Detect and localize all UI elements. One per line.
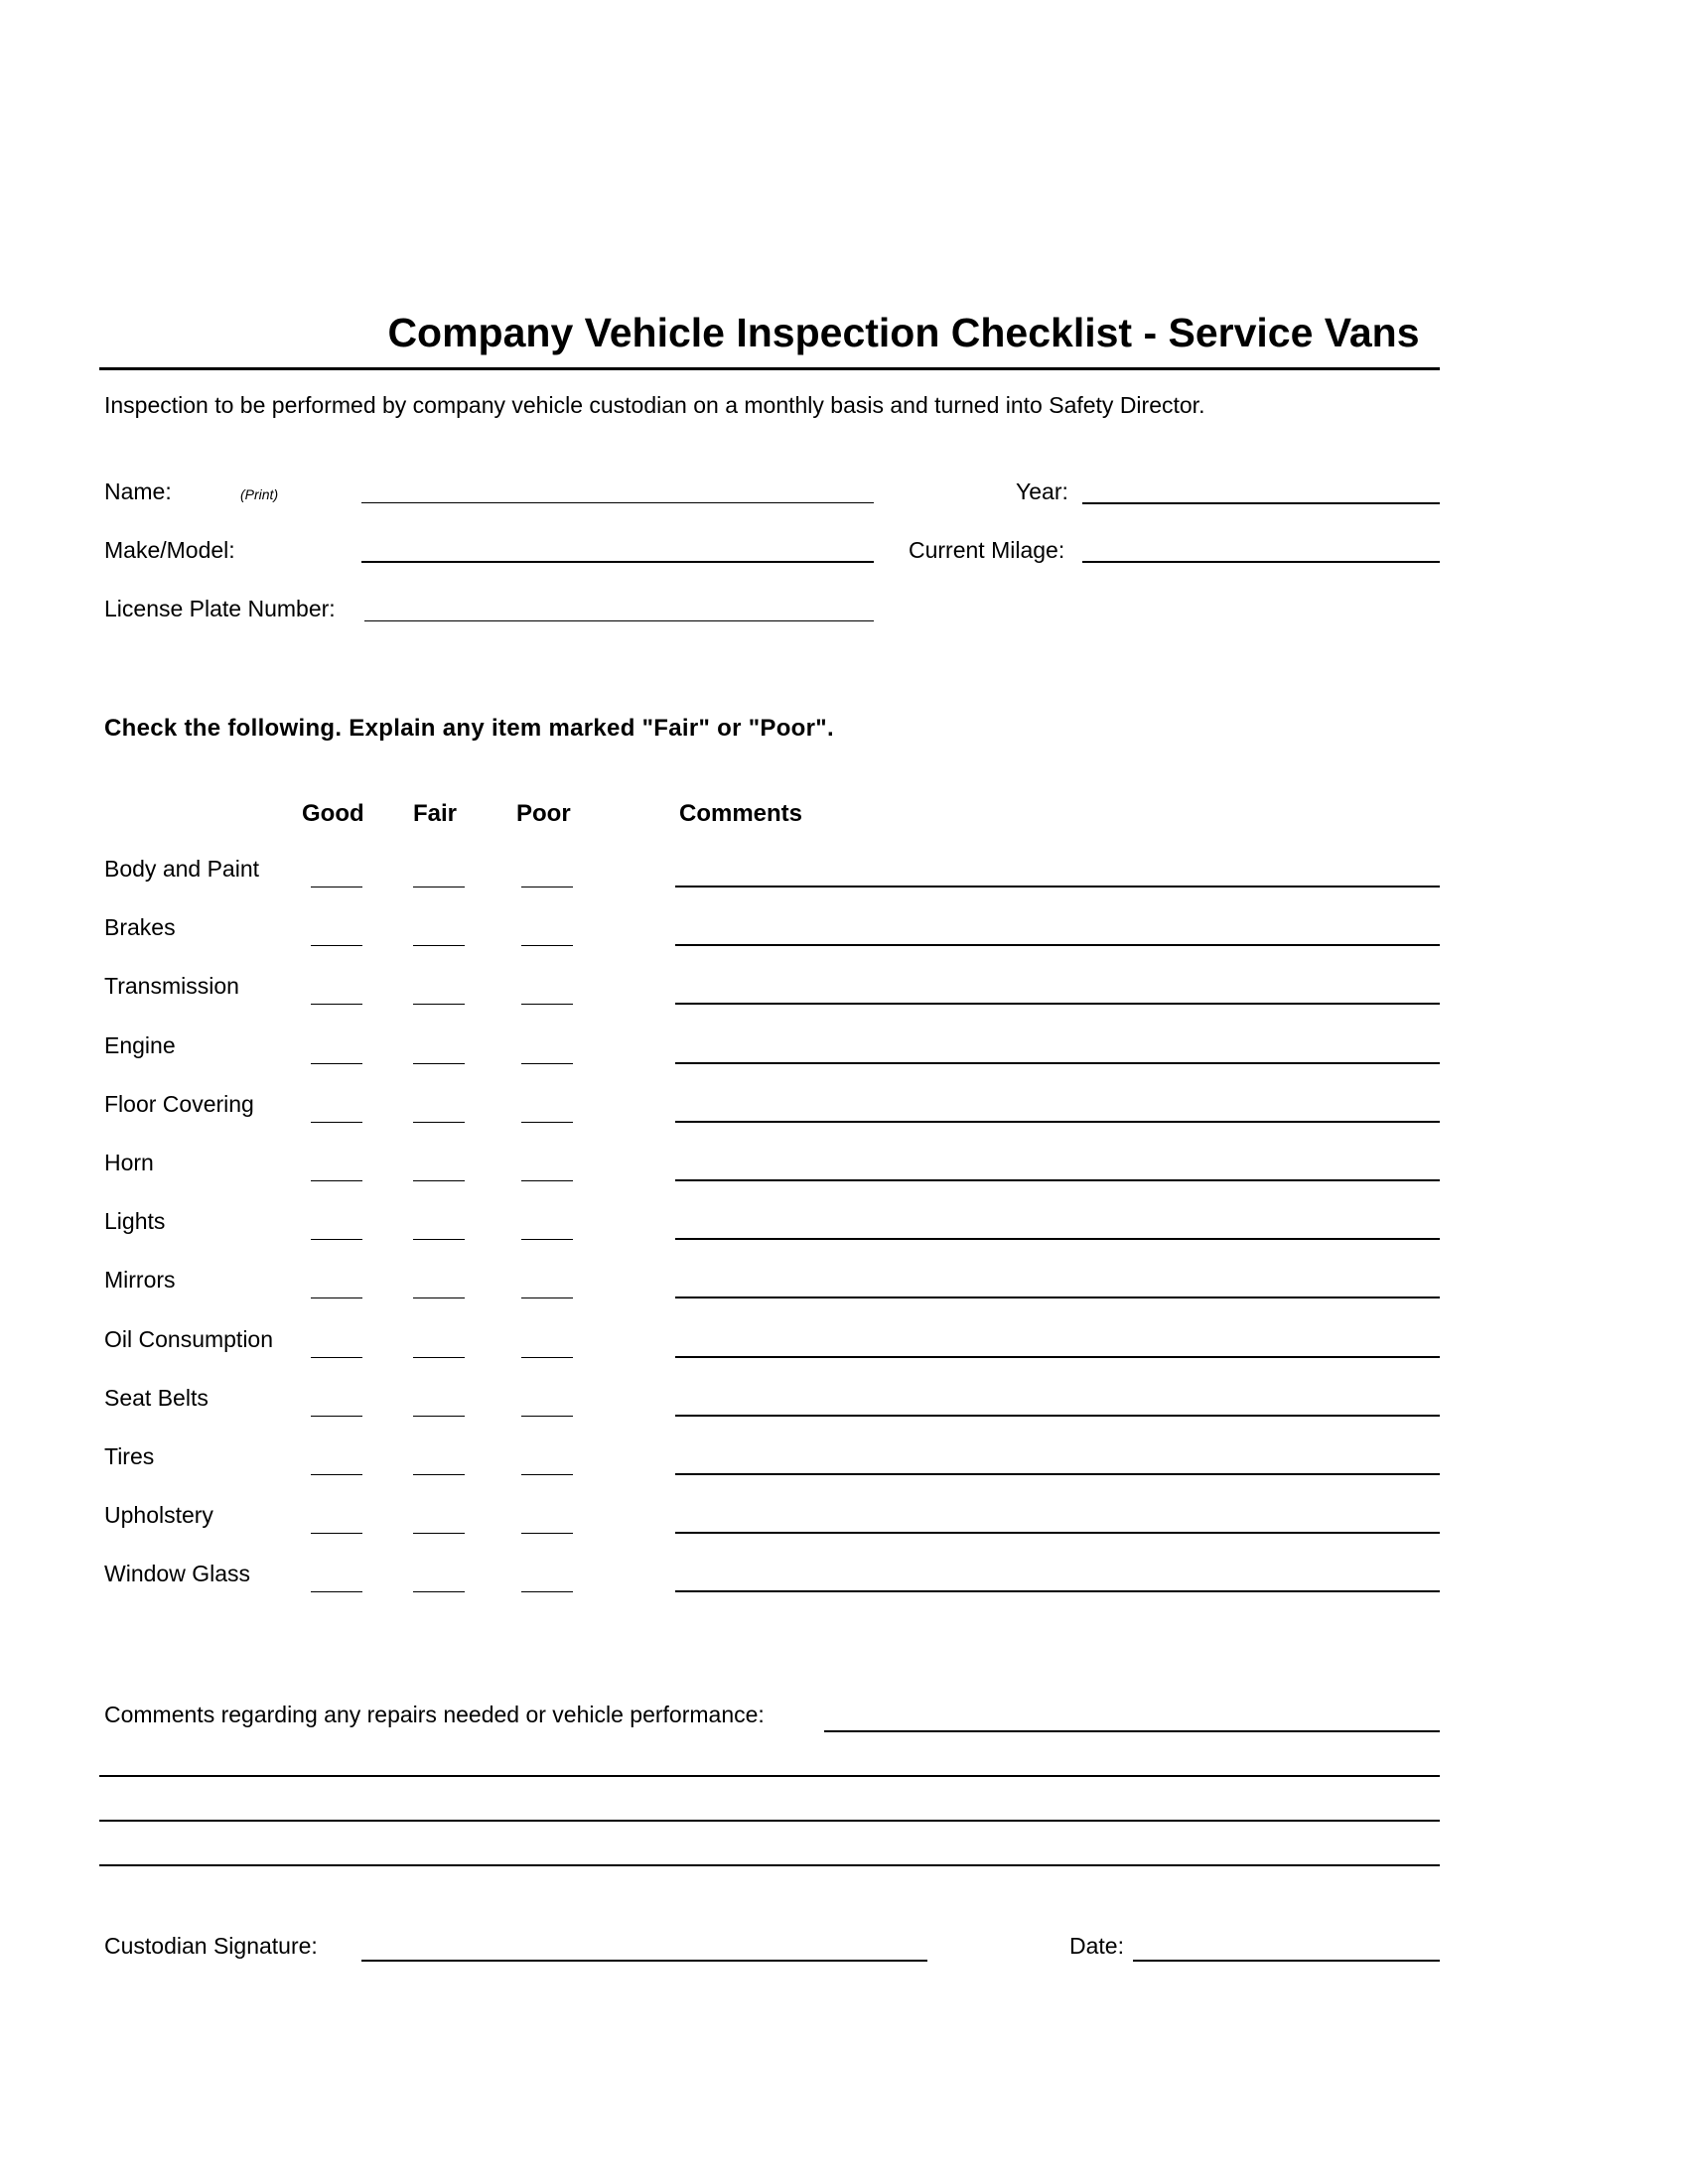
good-mark-field[interactable] [311,1180,362,1181]
poor-mark-field[interactable] [521,1474,573,1475]
good-mark-field[interactable] [311,1004,362,1005]
item-comment-field[interactable] [675,1062,1440,1064]
good-mark-field[interactable] [311,1533,362,1534]
checklist-instructions: Check the following. Explain any item marked "Fair" or "Poor". [104,715,834,742]
good-mark-field[interactable] [311,1063,362,1064]
poor-mark-field[interactable] [521,1297,573,1298]
column-header-comments: Comments [679,800,803,827]
poor-mark-field[interactable] [521,945,573,946]
fair-mark-field[interactable] [413,1122,465,1123]
fair-mark-field[interactable] [413,1416,465,1417]
custodian-signature-label: Custodian Signature: [104,1933,318,1959]
item-comment-field[interactable] [675,1590,1440,1592]
fair-mark-field[interactable] [413,1063,465,1064]
fair-mark-field[interactable] [413,1297,465,1298]
poor-mark-field[interactable] [521,1533,573,1534]
item-comment-field[interactable] [675,1415,1440,1417]
name-label: Name: [104,478,172,504]
poor-mark-field[interactable] [521,1122,573,1123]
item-comment-field[interactable] [675,1003,1440,1005]
checklist-item-label: Floor Covering [104,1090,254,1117]
good-mark-field[interactable] [311,945,362,946]
poor-mark-field[interactable] [521,1004,573,1005]
year-field[interactable] [1082,502,1440,504]
column-header-good: Good [302,800,364,827]
date-label: Date: [1069,1933,1124,1959]
checklist-item-label: Transmission [104,973,239,1000]
checklist-item-label: Tires [104,1443,155,1469]
good-mark-field[interactable] [311,1591,362,1592]
poor-mark-field[interactable] [521,1357,573,1358]
date-field[interactable] [1133,1960,1440,1962]
fair-mark-field[interactable] [413,1474,465,1475]
good-mark-field[interactable] [311,1357,362,1358]
intro-text: Inspection to be performed by company vehicle custodian on a monthly basis and turned into Safety Director. [104,392,1205,418]
fair-mark-field[interactable] [413,1004,465,1005]
good-mark-field[interactable] [311,1474,362,1475]
good-mark-field[interactable] [311,1122,362,1123]
name-field[interactable] [361,502,874,503]
license-plate-field[interactable] [364,620,874,621]
checklist-item-label: Oil Consumption [104,1325,274,1352]
item-comment-field[interactable] [675,1179,1440,1181]
item-comment-field[interactable] [675,1356,1440,1358]
poor-mark-field[interactable] [521,1239,573,1240]
fair-mark-field[interactable] [413,1180,465,1181]
fair-mark-field[interactable] [413,1357,465,1358]
repairs-comments-label: Comments regarding any repairs needed or vehicle performance: [104,1702,765,1727]
fair-mark-field[interactable] [413,1533,465,1534]
checklist-item-label: Engine [104,1031,176,1058]
checklist-item-label: Seat Belts [104,1384,209,1411]
title-divider [99,367,1440,370]
item-comment-field[interactable] [675,1297,1440,1298]
poor-mark-field[interactable] [521,1416,573,1417]
fair-mark-field[interactable] [413,1239,465,1240]
checklist-item-label: Mirrors [104,1267,176,1294]
make-model-label: Make/Model: [104,537,235,563]
checklist-item-label: Body and Paint [104,856,260,882]
poor-mark-field[interactable] [521,1063,573,1064]
checklist-item-label: Brakes [104,914,176,941]
repairs-comments-field[interactable] [824,1730,1440,1732]
fair-mark-field[interactable] [413,945,465,946]
checklist-item-label: Lights [104,1208,166,1235]
repairs-comments-line-3[interactable] [99,1820,1440,1822]
license-plate-label: License Plate Number: [104,596,336,621]
column-header-fair: Fair [413,800,458,827]
repairs-comments-line-4[interactable] [99,1864,1440,1866]
fair-mark-field[interactable] [413,1591,465,1592]
custodian-signature-field[interactable] [361,1960,927,1962]
good-mark-field[interactable] [311,1239,362,1240]
item-comment-field[interactable] [675,1121,1440,1123]
item-comment-field[interactable] [675,944,1440,946]
page-title: Company Vehicle Inspection Checklist - Service Vans [387,310,1420,355]
checklist-item-label: Horn [104,1150,154,1175]
name-print-note: (Print) [240,486,279,502]
checklist-item-label: Window Glass [104,1561,250,1587]
good-mark-field[interactable] [311,1297,362,1298]
poor-mark-field[interactable] [521,1180,573,1181]
item-comment-field[interactable] [675,1238,1440,1240]
poor-mark-field[interactable] [521,1591,573,1592]
year-label: Year: [1016,478,1068,504]
column-header-poor: Poor [516,800,571,827]
good-mark-field[interactable] [311,1416,362,1417]
mileage-field[interactable] [1082,561,1440,563]
make-model-field[interactable] [361,561,874,563]
item-comment-field[interactable] [675,886,1440,887]
checklist-item-label: Upholstery [104,1502,213,1529]
item-comment-field[interactable] [675,1473,1440,1475]
mileage-label: Current Milage: [909,537,1065,563]
item-comment-field[interactable] [675,1532,1440,1534]
repairs-comments-line-2[interactable] [99,1775,1440,1777]
